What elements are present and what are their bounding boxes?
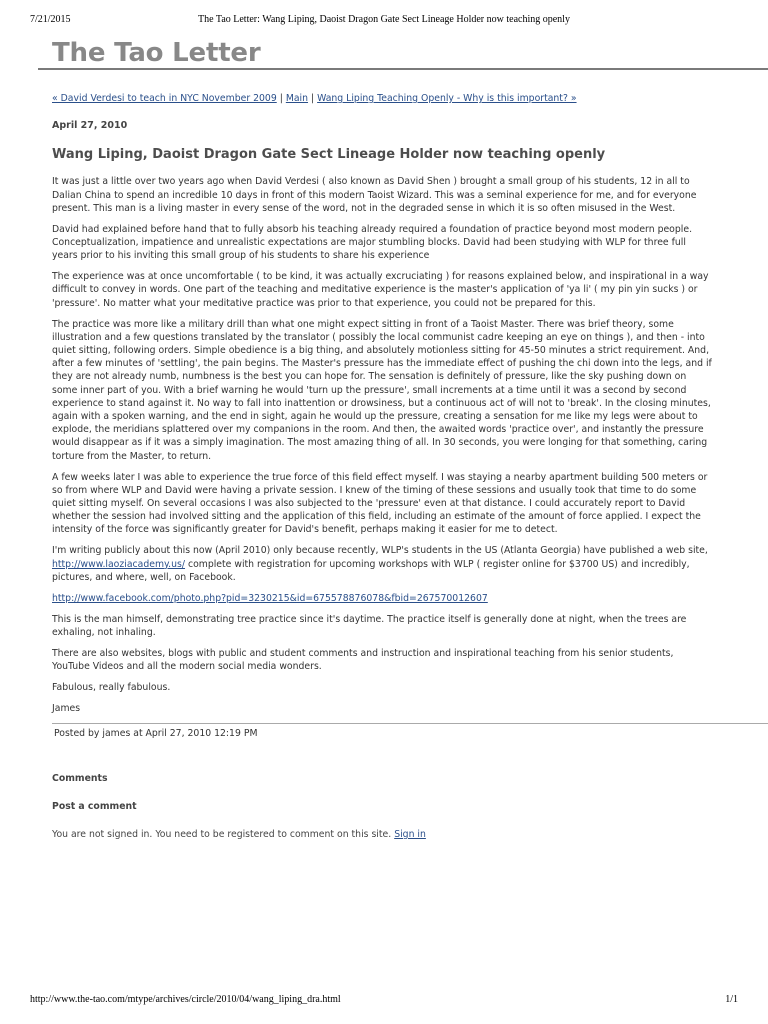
post-body: [52, 175, 714, 715]
post-title: Wang Liping, Daoist Dragon Gate Sect Lineage Holder now teaching openly: [52, 147, 606, 163]
site-title[interactable]: The Tao Letter: [52, 38, 261, 68]
post-paragraph: This is the man himself, demonstrating tree practice since it's daytime. The practice itself is generally done at night, when the trees are exhaling, not inhaling.: [52, 613, 687, 639]
post-paragraph: It was just a little over two years ago when David Verdesi ( also known as David Shen ) brought a small group of his students, 12 in all to Dalian China to spend an incredible 10 days in front of this modern Taoist Wizard. This was a seminal experience for me, and for everyone present. This man is a living master in every sense of the word, not in the degraded sense in which it is so often misused in the West.: [52, 176, 697, 214]
paragraph-text: complete with registration for upcoming workshops with WLP ( register online for $3700 US) and incredibly, pictures, and where, well, on Facebook.: [52, 558, 690, 583]
post-date: April 27, 2010: [52, 120, 128, 132]
page-number: 1/1: [725, 994, 738, 1005]
post-paragraph: [52, 544, 714, 584]
post-comment-heading: Post a comment: [52, 800, 137, 812]
nav-separator: |: [279, 93, 283, 104]
nav-separator: |: [311, 93, 315, 104]
print-date: 7/21/2015: [30, 14, 71, 25]
post-paragraph: Fabulous, really fabulous.: [52, 682, 171, 694]
main-link[interactable]: Main: [285, 93, 309, 104]
facebook-photo-link[interactable]: http://www.facebook.com/photo.php?pid=3230215&id=675578876078&fbid=267570012607: [52, 592, 488, 604]
title-divider: [38, 68, 768, 70]
previous-post-link[interactable]: « David Verdesi to teach in NYC November 2009: [52, 93, 277, 104]
post-footer: Posted by james at April 27, 2010 12:19 PM: [52, 723, 768, 740]
main-content: [52, 92, 714, 841]
next-post-link[interactable]: Wang Liping Teaching Openly - Why is this important? »: [317, 93, 577, 104]
post-paragraph: David had explained before hand that to fully absorb his teaching already required a foundation of practice beyond most modern people. Conceptualization, impatience and unrealistic expectations are major stumbling blocks. David had been studying with WLP for three full years prior to his inviting this small group of his students to share his experience: [52, 223, 693, 262]
signin-notice-text: You are not signed in. You need to be registered to comment on this site.: [52, 828, 392, 840]
print-footer: [30, 994, 738, 1008]
sign-in-link[interactable]: Sign in: [394, 828, 426, 840]
post-navigation: [52, 92, 714, 105]
print-header: [30, 14, 738, 28]
comments-heading: Comments: [52, 773, 108, 785]
print-url: http://www.the-tao.com/mtype/archives/circle/2010/04/wang_liping_dra.html: [30, 994, 341, 1005]
print-page-title: The Tao Letter: Wang Liping, Daoist Dragon Gate Sect Lineage Holder now teaching openly: [198, 14, 570, 25]
post-paragraph: There are also websites, blogs with public and student comments and instruction and inspirational teaching from his senior students, YouTube Videos and all the modern social media wonders.: [52, 648, 674, 673]
post-paragraph: The practice was more like a military drill than what one might expect sitting in front of a Taoist Master. There was brief theory, some illustration and a few questions translated by the translator ( possibly the local communist cadre keeping an eye on things ), and then - into quiet sitting, following orders. Simple obedience is a big thing, and absolutely motionless sitting for 45-50 minutes a strict requirement. And, after a few minutes of 'settling', the pain begins. The Master's pressure has the immediate effect of pushing the chi down into the legs, and if they are not already numb, numbness is the best you can hope for. The sensation is definitely of pressure, like the sky pushing down on some inner part of you. With a brief warning he would 'turn up the pressure', small increments at a time until it was a second by second experience to stand against it. No way to fall into inattention or drowsiness, but a continuous act of will not to 'break'. In the closing minutes, again with a spoken warning, and the end in sight, again he would up the pressure, creating a sensation for me like my legs were about to explode, the meridians splattered over my companions in the room. And then, the awaited words 'practice over', and instantly the pressure would disappear as if it was a simply imagination. The most amazing thing of all. In 30 seconds, you were longing for that something, caring torture from the Master, to return.: [52, 318, 712, 462]
post-paragraph: A few weeks later I was able to experience the true force of this field effect myself. I was staying a nearby apartment building 500 meters or so from where WLP and David were having a private session. I knew of the timing of these sessions and usually took that time to do some quiet sitting myself. On several occasions I was also subjected to the 'pressure' even at that distance. I could accurately report to David whether the session had involved sitting and the application of this field, including an estimate of the amount of force applied. I expect the intensity of the force was significantly greater for David's benefit, perhaps making it easier for me to detect.: [52, 471, 708, 536]
post-paragraph: [52, 592, 714, 605]
post-signature: James: [52, 703, 81, 715]
post-paragraph: The experience was at once uncomfortable ( to be kind, it was actually excruciating ) for reasons explained below, and inspirational in a way difficult to convey in words. One part of the teaching and meditative experience is the master's application of 'ya li' ( my pin yin sucks ) or 'pressure'. No matter what your meditative practice was prior to that experience, you could not be prepared for this.: [52, 271, 709, 309]
paragraph-text: I'm writing publicly about this now (April 2010) only because recently, WLP's students in the US (Atlanta Georgia) have published a web site,: [52, 545, 708, 557]
laozi-academy-link[interactable]: http://www.laoziacademy.us/: [52, 558, 186, 570]
signin-notice: [52, 828, 714, 841]
